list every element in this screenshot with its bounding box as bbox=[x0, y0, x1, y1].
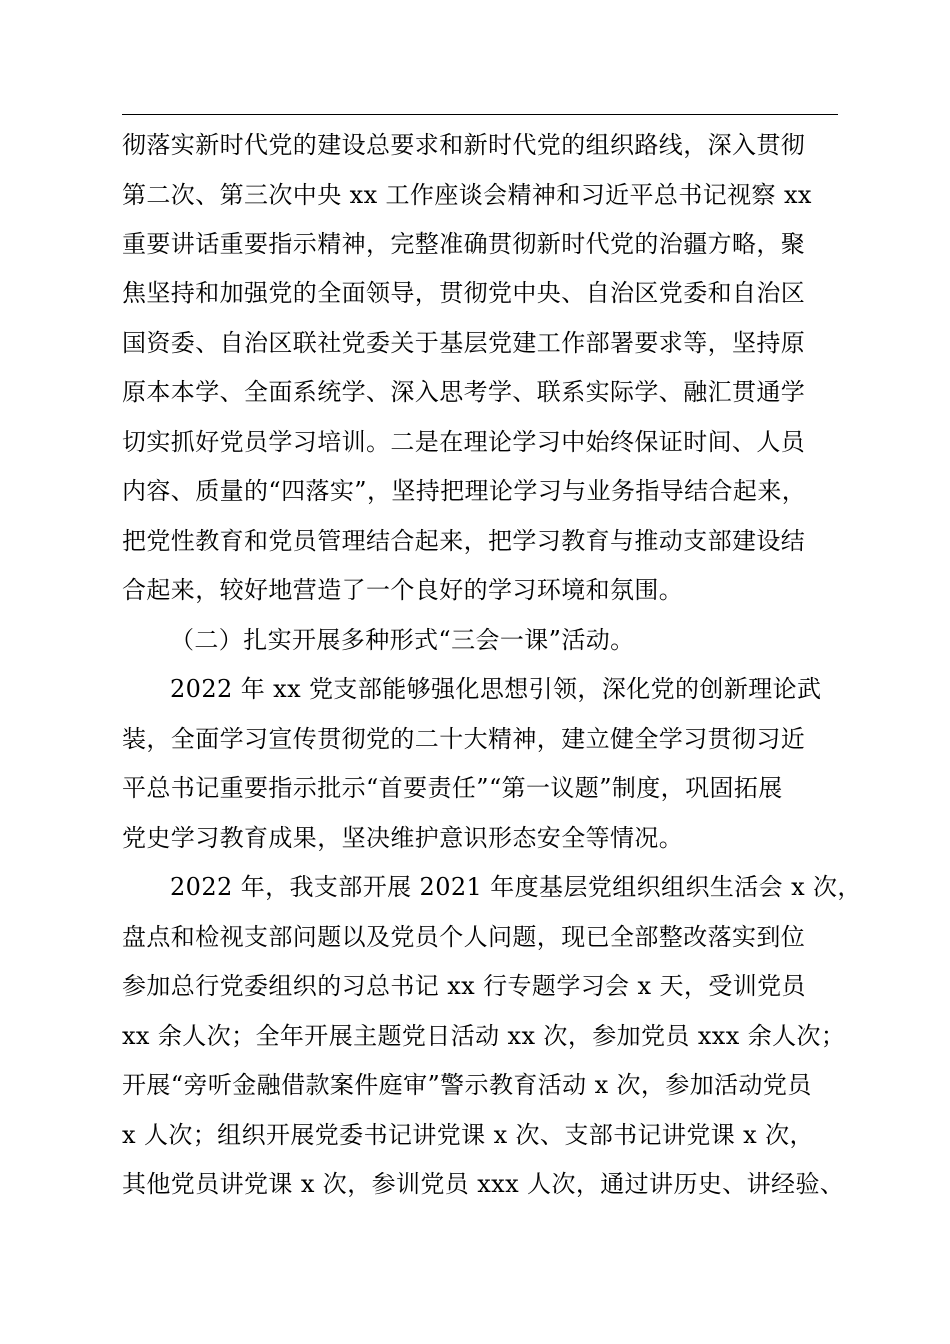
text-line: 重要讲话重要指示精神，完整准确贯彻新时代党的治疆方略，聚 bbox=[122, 230, 806, 258]
text-line: 其他党员讲党课 x 次，参训党员 xxx 人次，通过讲历史、讲经验、 bbox=[122, 1170, 845, 1198]
header-rule bbox=[122, 114, 838, 115]
text-line: xx 余人次；全年开展主题党日活动 xx 次，参加党员 xxx 余人次； bbox=[122, 1022, 846, 1050]
text-line: 合起来，较好地营造了一个良好的学习环境和氛围。 bbox=[122, 576, 684, 604]
text-line: 装，全面学习宣传贯彻党的二十大精神，建立健全学习贯彻习近 bbox=[122, 725, 806, 753]
text-line: 原本本学、全面系统学、深入思考学、联系实际学、融汇贯通学 bbox=[122, 378, 806, 406]
text-line: 参加总行党委组织的习总书记 xx 行专题学习会 x 天，受训党员 bbox=[122, 972, 806, 1000]
text-line: 焦坚持和加强党的全面领导，贯彻党中央、自治区党委和自治区 bbox=[122, 279, 806, 307]
text-line: 彻落实新时代党的建设总要求和新时代党的组织路线，深入贯彻 bbox=[122, 131, 806, 159]
text-line: 开展“旁听金融借款案件庭审”警示教育活动 x 次，参加活动党员 bbox=[122, 1071, 812, 1099]
text-line: 2022 年 xx 党支部能够强化思想引领，深化党的创新理论武 bbox=[170, 675, 822, 703]
text-line: 2022 年，我支部开展 2021 年度基层党组织组织生活会 x 次， bbox=[170, 873, 862, 901]
text-line: 第二次、第三次中央 xx 工作座谈会精神和习近平总书记视察 xx bbox=[122, 181, 812, 209]
text-line: 国资委、自治区联社党委关于基层党建工作部署要求等，坚持原 bbox=[122, 329, 806, 357]
section-heading: （二）扎实开展多种形式“三会一课”活动。 bbox=[170, 626, 635, 654]
text-line: 党史学习教育成果，坚决维护意识形态安全等情况。 bbox=[122, 824, 684, 852]
text-line: 内容、质量的“四落实”，坚持把理论学习与业务指导结合起来， bbox=[122, 477, 807, 505]
text-line: 平总书记重要指示批示“首要责任”“第一议题”制度，巩固拓展 bbox=[122, 774, 783, 802]
text-line: 把党性教育和党员管理结合起来，把学习教育与推动支部建设结 bbox=[122, 527, 806, 555]
text-line: x 人次；组织开展党委书记讲党课 x 次、支部书记讲党课 x 次， bbox=[122, 1121, 814, 1149]
text-line: 切实抓好党员学习培训。二是在理论学习中始终保证时间、人员 bbox=[122, 428, 806, 456]
text-line: 盘点和检视支部问题以及党员个人问题，现已全部整改落实到位 bbox=[122, 923, 806, 951]
